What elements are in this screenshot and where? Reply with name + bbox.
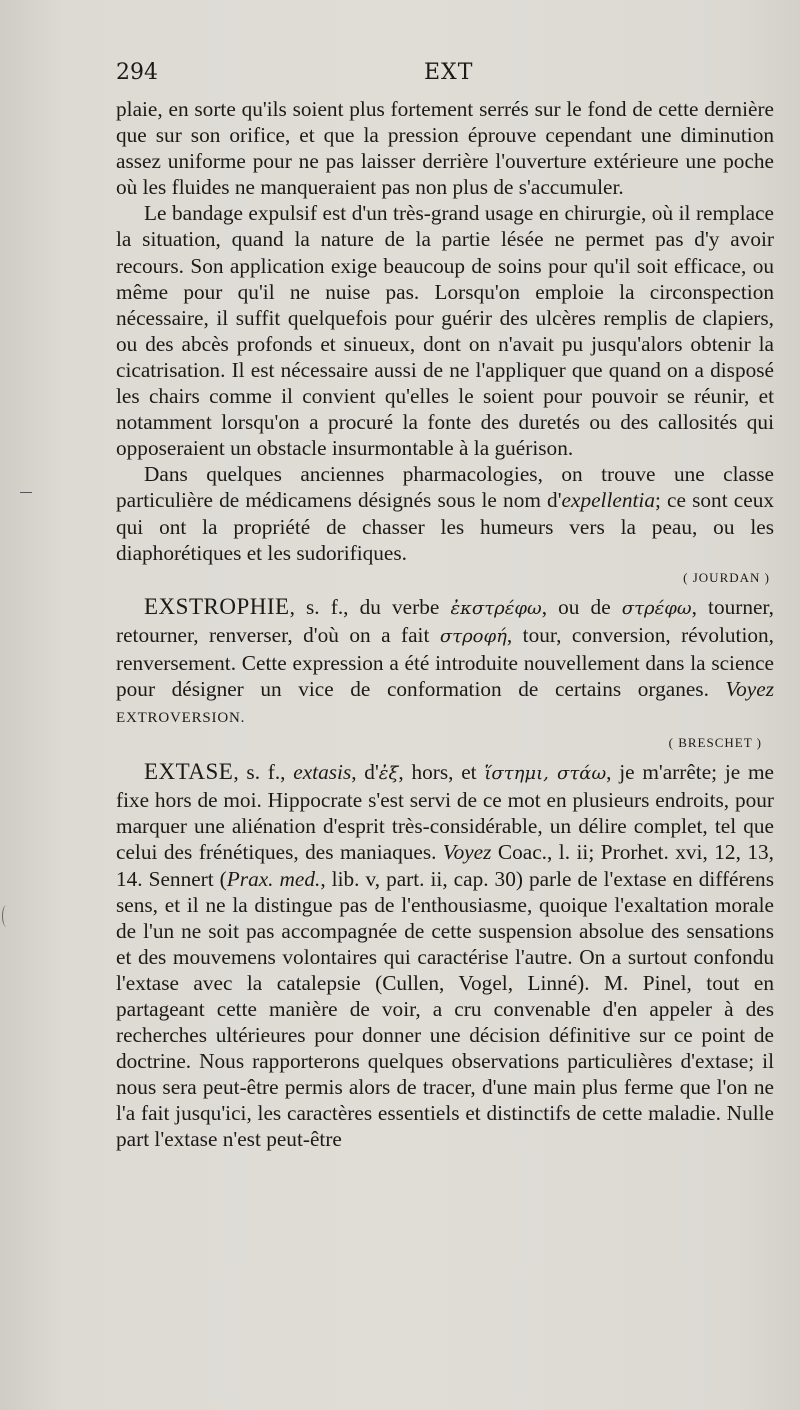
page-number: 294 <box>116 60 158 85</box>
page-text <box>116 96 774 1153</box>
voyez-italic: Voyez <box>725 676 774 701</box>
running-head-word: EXT <box>424 60 474 85</box>
entry-headword: EXTASE <box>144 759 234 785</box>
entry-text: , ou de <box>541 594 622 619</box>
entry-headword: EXSTROPHIE <box>144 593 290 619</box>
cross-reference: EXTROVERSION. <box>116 710 246 727</box>
italic-citation: Prax. med. <box>226 866 321 891</box>
entry-text: Coac., l. ii; Prorhet. xvi, 12, 13, 14. Sennert ( <box>116 840 775 891</box>
margin-mark <box>20 492 32 493</box>
entry-text: , hors, et <box>398 760 485 785</box>
entry-text: , je m'arrête; je me fixe hors de moi. Hippocrate s'est servi de ce mot en plusieurs endroits, pour marquer une aliénation d'esprit très-considérable, un délire complet, tel que celui des frénétiques, des maniaques. <box>116 760 774 865</box>
paragraph-continued: plaie, en sorte qu'ils soient plus fortement serrés sur le fond de cette dernière que sur son orifice, et que la pression éprouve cependant une diminution assez uniforme pour ne pas laisser derrière l'ouverture extérieure une poche où les fluides ne manqueraient pas non plus de s'accumuler. <box>116 97 774 200</box>
paragraph-text: ; ce sont ceux qui ont la propriété de chasser les humeurs vers la peau, ou les diaphorétiques et les sudorifiques. <box>116 488 774 565</box>
italic-term: expellentia <box>561 488 655 513</box>
entry-extase <box>116 759 774 1152</box>
greek-word: στροφή <box>439 625 507 647</box>
entry-exstrophie <box>116 594 774 731</box>
paragraph-expellentia <box>116 461 774 565</box>
entry-text: , tourner, retourner, renverser, d'où on a fait <box>116 594 774 647</box>
entry-text: , d' <box>351 760 379 785</box>
author-signature: ( BRESCHET ) <box>668 735 762 751</box>
author-signature: ( JOURDAN ) <box>683 569 770 585</box>
entry-text: , tour, conversion, révolution, renversement. Cette expression a été introduite nouvellement dans la science pour désigner un vice de conformation de certains organes. <box>116 622 774 701</box>
paragraph-bandage: Le bandage expulsif est d'un très-grand usage en chirurgie, où il remplace la situation, quand la nature de la partie lésée ne permet pas d'y avoir recours. Son application exige beaucoup de soins pour qu'il soit efficace, ou même pour qu'il ne nuise pas. Lorsqu'on emploie la circonspection nécessaire, il suffit quelquefois pour guérir des ulcères remplis de clapiers, ou des abcès profonds et sinueux, dont on n'avait pu jusqu'alors obtenir la cicatrisation. Il est nécessaire aussi de ne l'appliquer que quand on a disposé les chairs comme il convient qu'elles le soient pour pouvoir se réunir, et notamment lorsqu'on a procuré la fonte des duretés ou des callosités qui opposeraient un obstacle insurmontable à la guérison. <box>116 201 774 461</box>
entry-text: , s. f., du verbe <box>289 594 451 619</box>
greek-word: ἐκστρέφω <box>450 597 542 619</box>
paragraph-text: Dans quelques anciennes pharmacologies, on trouve une classe particulière de médicamens désignés sous le nom d' <box>116 462 774 513</box>
running-head <box>116 60 774 96</box>
entry-text: , s. f., <box>233 760 294 785</box>
greek-word: ἐξ <box>378 763 399 785</box>
margin-curve <box>2 905 11 927</box>
voyez-italic: Voyez <box>442 840 492 865</box>
italic-term: extasis <box>293 760 352 785</box>
greek-word: στρέφω <box>621 597 692 619</box>
entry-text: , lib. v, part. ii, cap. 30) parle de l'extase en différens sens, et il ne la distingue pas de l'enthousiasme, quoique l'exaltation morale de l'un ne soit pas accompagnée de cette suspension absolue des sensations et des mouvemens volontaires qui caractérise l'autre. On a surtout confondu l'extase avec la catalepsie (Cullen, Vogel, Linné). M. Pinel, tout en partageant cette manière de voir, a cru convenable d'en appeler à des recherches ultérieures pour donner une décision définitive sur ce point de doctrine. Nous rapporterons quelques observations particulières d'extase; il nous sera peut-être permis alors de tracer, d'une main plus ferme que l'on ne l'a fait jusqu'ici, les caractères essentiels et distinctifs de cette maladie. Nulle part l'extase n'est peut-être <box>116 866 774 1152</box>
greek-word: ἵστημι, στάω <box>484 763 607 785</box>
